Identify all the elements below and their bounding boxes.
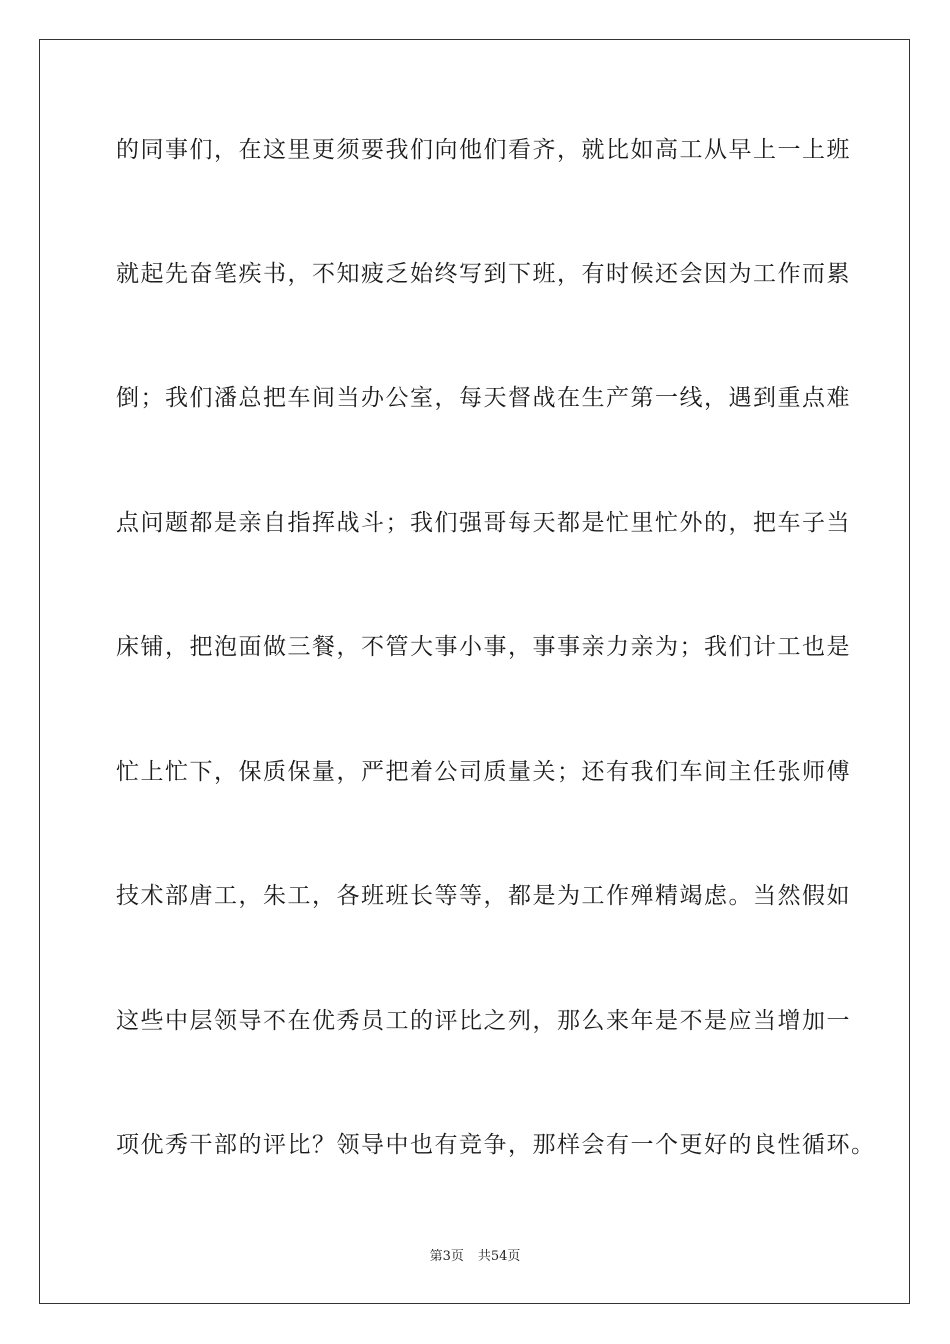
current-page-number: 第3页 [429, 1249, 464, 1264]
total-page-count: 共54页 [477, 1249, 521, 1264]
text-line-2: 就起先奋笔疾书，不知疲乏始终写到下班，有时候还会因为工作而累 [116, 261, 851, 287]
text-line-3: 倒；我们潘总把车间当办公室，每天督战在生产第一线，遇到重点难 [116, 385, 851, 411]
page-border [39, 39, 910, 1304]
text-line-1: 的同事们，在这里更须要我们向他们看齐，就比如高工从早上一上班 [116, 137, 851, 163]
text-line-4: 点问题都是亲自指挥战斗；我们强哥每天都是忙里忙外的，把车子当 [116, 510, 851, 536]
text-line-9: 项优秀干部的评比？领导中也有竞争，那样会有一个更好的良性循环。 [116, 1132, 876, 1158]
text-line-5: 床铺，把泡面做三餐，不管大事小事，事事亲力亲为；我们计工也是 [116, 634, 851, 660]
page-footer [0, 1248, 950, 1266]
text-line-6: 忙上忙下，保质保量，严把着公司质量关；还有我们车间主任张师傅 [116, 759, 851, 785]
text-line-8: 这些中层领导不在优秀员工的评比之列，那么来年是不是应当增加一 [116, 1008, 851, 1034]
text-line-7: 技术部唐工，朱工，各班班长等等，都是为工作殚精竭虑。当然假如 [116, 883, 851, 909]
